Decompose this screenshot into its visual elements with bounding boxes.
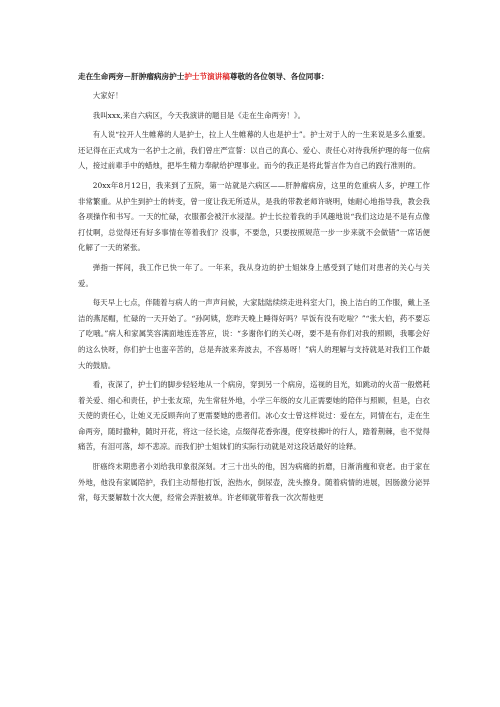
paragraph-one-year: 弹指一挥间，我工作已快一年了。一年来，我从身边的护士姐妹身上感受到了她们对患者的关心与关爱。: [78, 262, 430, 288]
paragraph-nurse-importance: 有人说“拉开人生帷幕的人是护士，拉上人生帷幕的人也是护士”。护士对于人的一生来说是多么重要。还记得在正式成为一名护士之前，我们曾庄严宣誓：以自己的真心、爱心、责任心对待我所护理的每一位病人，接过前辈手中的蜡烛，把毕生精力奉献给护理事业。而今的我正是将此誓言作为自己的践行准则的。: [78, 130, 430, 171]
document-page: [78, 72, 430, 506]
title-highlight: 护士节演讲稿: [184, 72, 230, 81]
paragraph-night: 看，夜深了，护士们的脚步轻轻地从一个病房，穿到另一个病房，巡视的目光，如跳动的火苗一般燃耗着关爱、细心和责任，护士张友琼，先生常驻外地，小学三年级的女儿正需要她的陪伴与照顾，但是，白衣天使的责任心，让她义无反顾奔向了更需要她的患者们。冰心女士曾这样说过：爱在左，同情在右，走在生命两旁，随时撒种，随时开花，将这一径长途，点缀得花香弥漫，使穿枝拂叶的行人，踏着荆棘，也不觉得痛苦，有泪可落，却不悲凉。而我们护士姐妹们的实际行动就是对这段话最好的诠释。: [78, 380, 430, 452]
paragraph-greeting: 大家好！: [92, 91, 123, 100]
title-part-2: 尊敬的各位领导、各位同事：: [229, 72, 329, 81]
paragraph-intro: 我叫xxx,来自六病区，今天我演讲的题目是《走在生命两旁！》。: [92, 110, 306, 120]
document-title: [78, 72, 430, 82]
paragraph-morning: 每天早上七点，伴随着与病人的一声声问候，大家陆陆续续走进科室大门，换上洁白的工作服，戴上圣洁的燕尾帽，忙碌的一天开始了。“孙阿姨，您昨天晚上睡得好吗？早饭有没有吃啦？”“张大伯，药不要忘了吃哦。”病人和家属笑容满面地连连答应，说：“多谢你们的关心呀，要不是有你们对我的照顾，我哪会好的这么快呀，你们护士也蛮辛苦的，总是奔波来奔波去，不容易呀！”病人的理解与支持就是对我们工作最大的鼓励。: [78, 298, 430, 370]
paragraph-arrival: 20xx年8月12日，我来到了五院，第一站就是六病区——肝肿瘤病房，这里的危重病人多，护理工作非常繁重。从护生到护士的转变，曾一度让我无所适从，是我的带教老师许晓明，她耐心地指导我，教会我各项操作和书写。一天的忙碌，衣服都会被汗水浸湿。护士长拉着我的手风趣地说“我们这边是不是有点像打仗啊，总觉得还有好多事情在等着我们？没事，不要急，只要按照规范一步一步来就不会做错”一席话便化解了一天的紧张。: [78, 180, 430, 253]
paragraph-patient-story: 肝癌终末期患者小刘给我印象很深刻。才三十出头的他，因为病痛的折磨，日渐消瘦和衰老。由于家在外地，他没有家属陪护，我们主动帮他打饭，泡热水，倒尿壶，洗头擦身。随着病情的进展，因肠激分泌异常，每天要解数十次大便，经常会弄脏被单。许老师就带着我一次次帮他更: [78, 462, 430, 503]
title-part-1: 走在生命两旁－肝肿瘤病房护士: [78, 72, 185, 81]
